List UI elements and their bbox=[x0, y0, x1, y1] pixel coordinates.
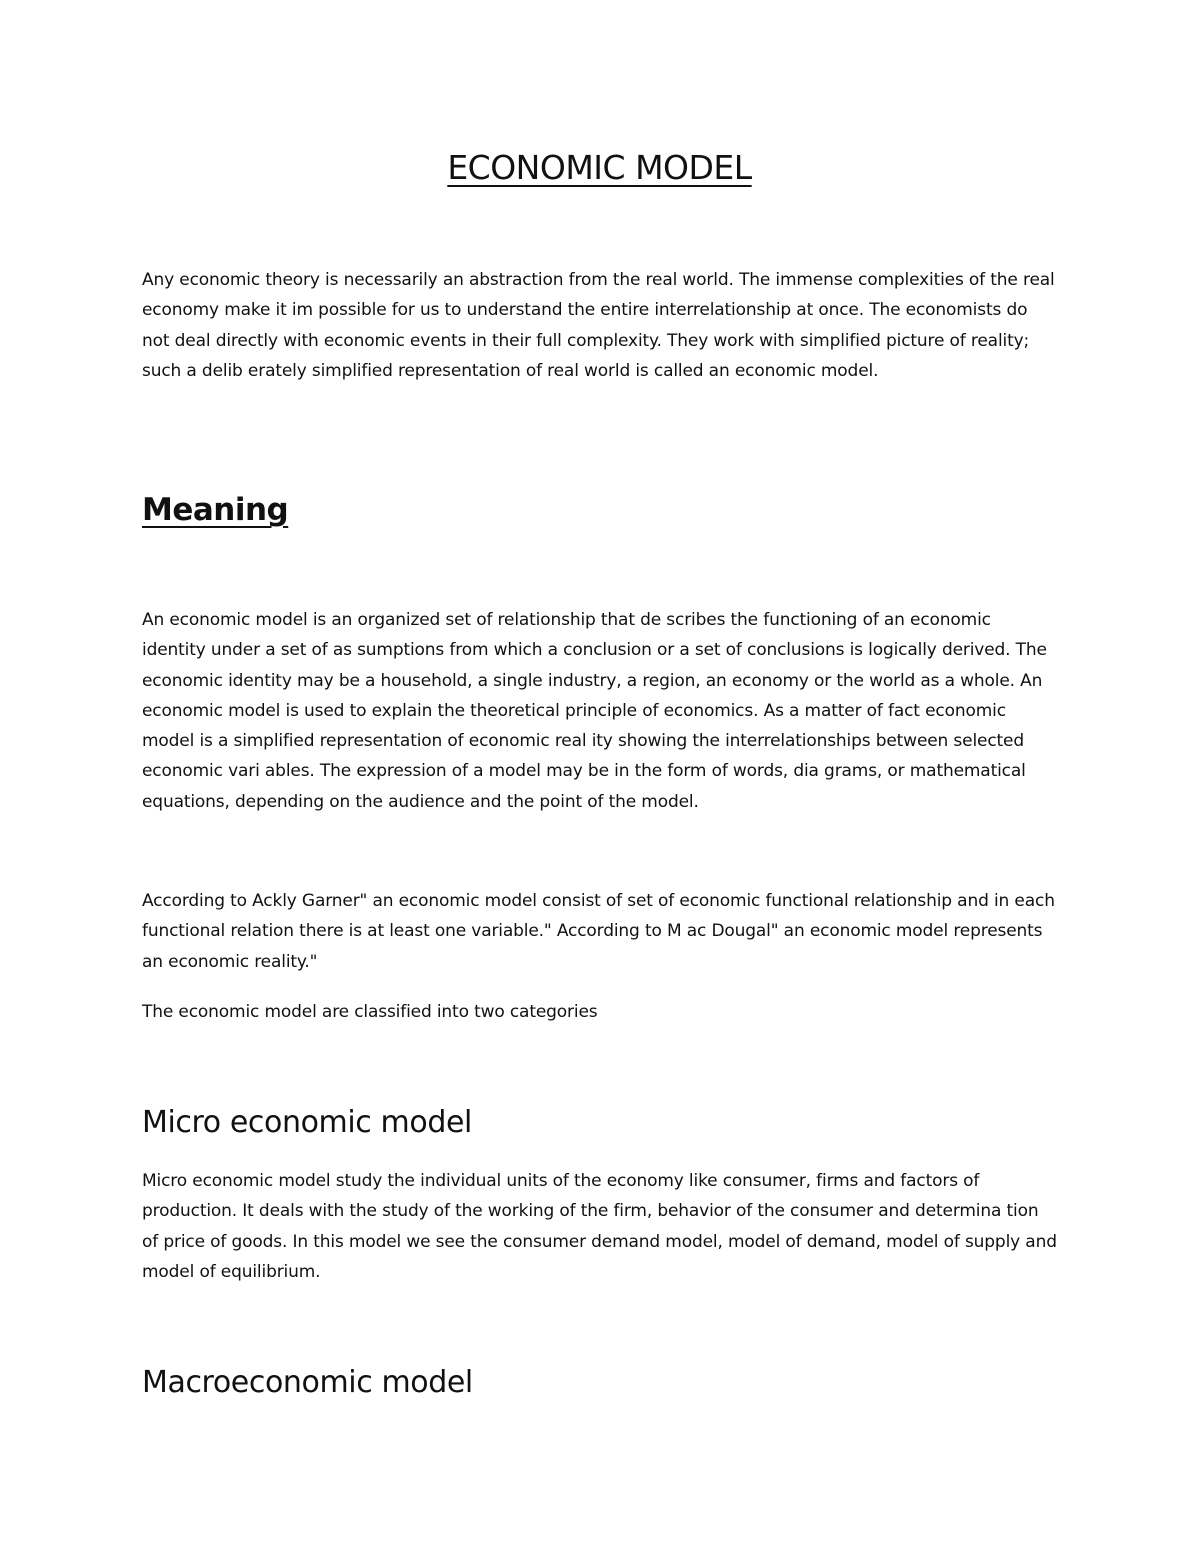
micro-economic-paragraph: Micro economic model study the individual units of the economy like consumer, firms and factors of production. It deals with the study of the working of the firm, behavior of the consumer and determina tion of price of goods. In this model we see the consumer demand model, model of demand, model of supply and model of equilibrium. bbox=[142, 1171, 1057, 1282]
meaning-heading: Meaning bbox=[142, 492, 289, 528]
macroeconomic-heading: Macroeconomic model bbox=[142, 1365, 473, 1400]
intro-paragraph: Any economic theory is necessarily an abstraction from the real world. The immense complexities of the real economy make it im possible for us to understand the entire interrelationship at once. The economists do not deal directly with economic events in their full complexity. They work with simplified picture of reality; such a delib erately simplified representation of real world is called an economic model. bbox=[142, 270, 1055, 381]
micro-economic-heading: Micro economic model bbox=[142, 1105, 472, 1140]
definition-paragraph: According to Ackly Garner" an economic model consist of set of economic functional relationship and in each functional relation there is at least one variable." According to M ac Dougal" an economic model represents an economic reality." bbox=[142, 891, 1055, 972]
classification-paragraph: The economic model are classified into two categories bbox=[142, 1002, 598, 1022]
document-title: ECONOMIC MODEL bbox=[447, 148, 752, 187]
meaning-paragraph: An economic model is an organized set of relationship that de scribes the functioning of an economic identity under a set of as sumptions from which a conclusion or a set of conclusions is logically derived. The economic identity may be a household, a single industry, a region, an economy or the world as a whole. An economic model is used to explain the theoretical principle of economics. As a matter of fact economic model is a simplified representation of economic real ity showing the interrelationships between selected economic vari ables. The expression of a model may be in the form of words, dia grams, or mathematical equations, depending on the audience and the point of the model. bbox=[142, 610, 1047, 812]
